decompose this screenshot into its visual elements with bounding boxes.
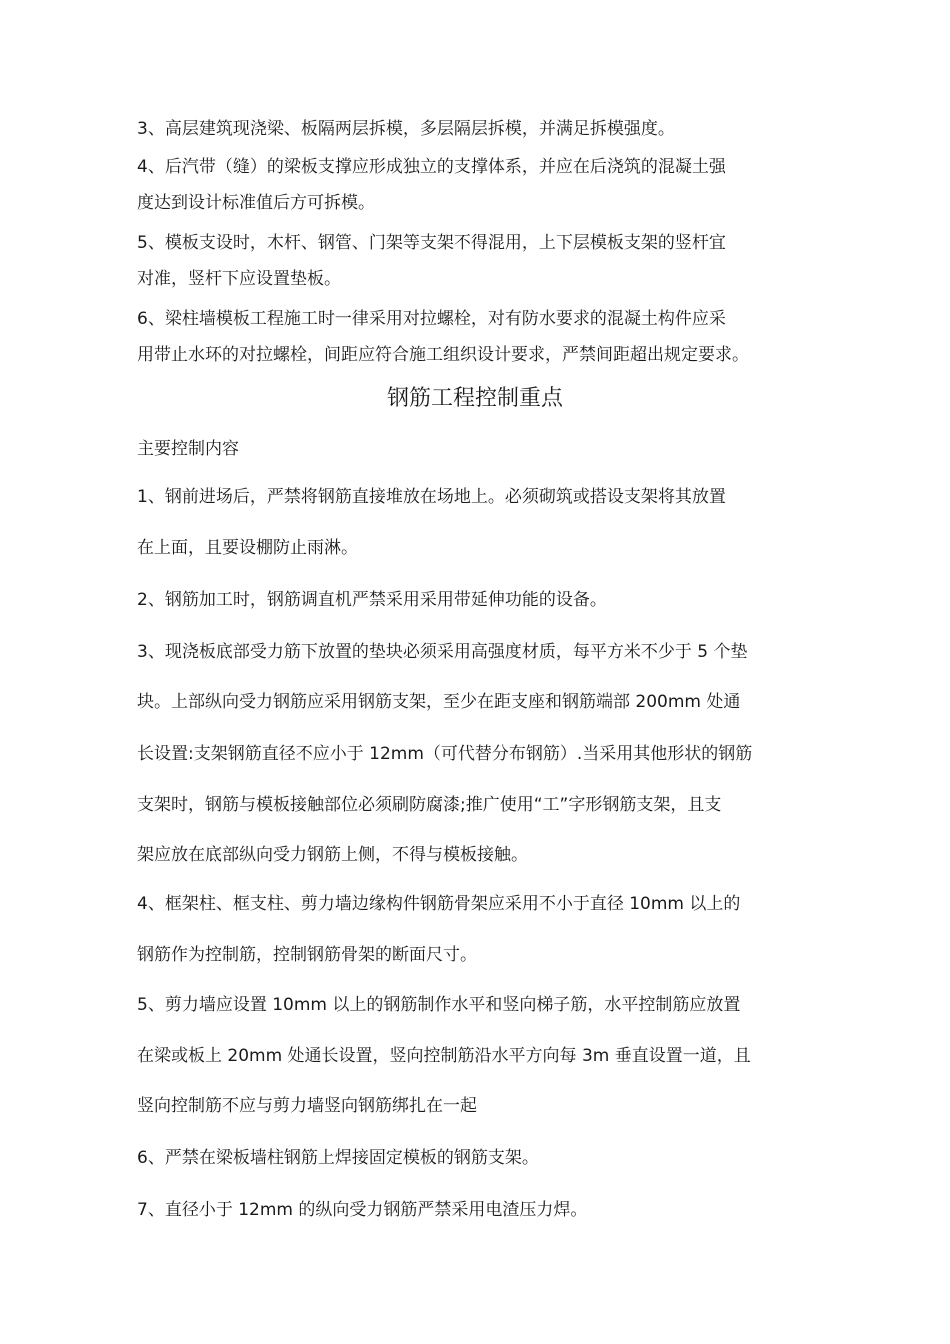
paragraph-line: 3、现浇板底部受力筋下放置的垫块必须采用高强度材质，每平方米不少于 5 个垫 — [137, 642, 748, 662]
paragraph-line: 块。上部纵向受力钢筋应采用钢筋支架，至少在距支座和钢筋端部 200mm 处通 — [137, 692, 741, 712]
paragraph-line: 长设置:支架钢筋直径不应小于 12mm（可代替分布钢筋）.当采用其他形状的钢筋 — [137, 744, 753, 764]
paragraph-line: 3、高层建筑现浇梁、板隔两层拆模，多层隔层拆模，并满足拆模强度。 — [137, 119, 675, 139]
paragraph-line: 架应放在底部纵向受力钢筋上侧，不得与模板接触。 — [137, 845, 528, 865]
paragraph-line: 5、剪力墙应设置 10mm 以上的钢筋制作水平和竖向梯子筋，水平控制筋应放置 — [137, 995, 741, 1015]
paragraph-line: 5、模板支设时，木杆、钢管、门架等支架不得混用，上下层模板支架的竖杆宜 — [137, 233, 726, 253]
paragraph-line: 在梁或板上 20mm 处通长设置，竖向控制筋沿水平方向每 3m 垂直设置一道，且 — [137, 1046, 751, 1066]
paragraph-line: 支架时，钢筋与模板接触部位必须刷防腐漆;推广使用“工”字形钢筋支架，且支 — [137, 795, 722, 815]
paragraph-line: 7、直径小于 12mm 的纵向受力钢筋严禁采用电渣压力焊。 — [137, 1200, 588, 1220]
paragraph-line: 对准，竖杆下应设置垫板。 — [137, 269, 341, 289]
paragraph-line: 6、梁柱墙模板工程施工时一律采用对拉螺栓，对有防水要求的混凝土构件应采 — [137, 309, 726, 329]
paragraph-line: 6、严禁在梁板墙柱钢筋上焊接固定模板的钢筋支架。 — [137, 1148, 539, 1168]
section-subheading: 主要控制内容 — [137, 439, 239, 459]
paragraph-line: 钢筋作为控制筋，控制钢筋骨架的断面尺寸。 — [137, 945, 477, 965]
section-heading: 钢筋工程控制重点 — [386, 386, 563, 411]
paragraph-line: 度达到设计标准值后方可拆模。 — [137, 193, 375, 213]
paragraph-line: 竖向控制筋不应与剪力墙竖向钢筋绑扎在一起 — [137, 1096, 477, 1116]
paragraph-line: 在上面，且要设棚防止雨淋。 — [137, 538, 358, 558]
paragraph-line: 4、后汽带（缝）的梁板支撑应形成独立的支撑体系，并应在后浇筑的混凝土强 — [137, 157, 726, 177]
paragraph-line: 用带止水环的对拉螺栓，间距应符合施工组织设计要求，严禁间距超出规定要求。 — [137, 345, 749, 365]
paragraph-line: 4、框架柱、框支柱、剪力墙边缘构件钢筋骨架应采用不小于直径 10mm 以上的 — [137, 894, 741, 914]
paragraph-line: 2、钢筋加工时，钢筋调直机严禁采用采用带延伸功能的设备。 — [137, 590, 607, 610]
paragraph-line: 1、钢前进场后，严禁将钢筋直接堆放在场地上。必须砌筑或搭设支架将其放置 — [137, 487, 726, 507]
